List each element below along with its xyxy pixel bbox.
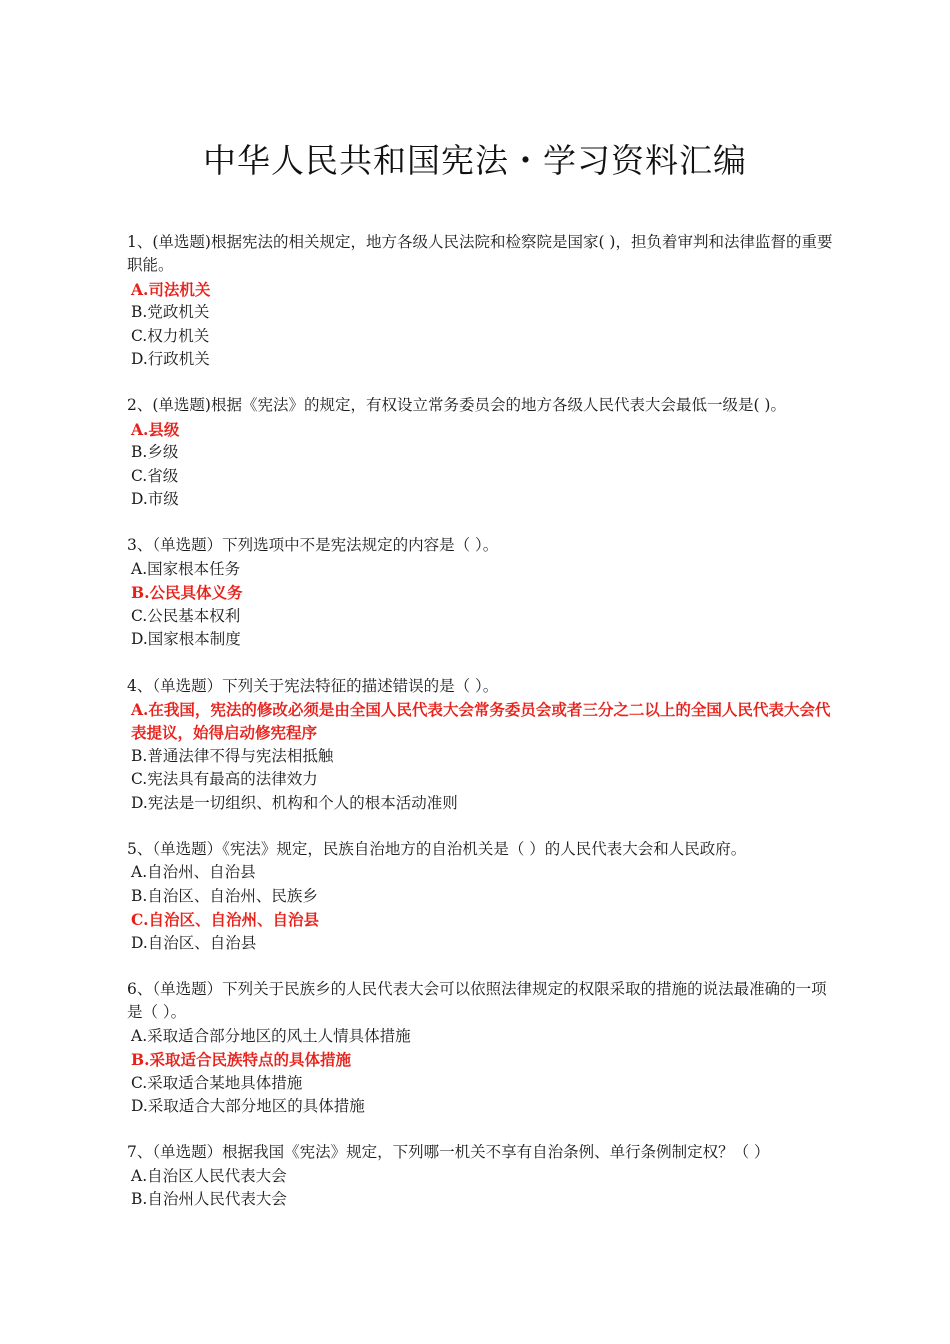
question-stem: 2、(单选题)根据《宪法》的规定，有权设立常务委员会的地方各级人民代表大会最低一级是( )。	[127, 396, 786, 415]
question-stem: 4、（单选题）下列关于宪法特征的描述错误的是（ ）。	[127, 676, 499, 695]
option-a-correct: A.在我国，宪法的修改必须是由全国人民代表大会常务委员会或者三分之二以上的全国人民代表大会代表提议，始得启动修宪程序	[131, 699, 831, 743]
option-b-correct: B.采取适合民族特点的具体措施	[131, 1050, 351, 1070]
question-stem: 1、(单选题)根据宪法的相关规定，地方各级人民法院和检察院是国家( )，担负着审判和法律监督的重要职能。	[127, 233, 833, 275]
option-c-correct: C.自治区、自治州、自治县	[131, 910, 319, 930]
option-d: D.自治区、自治县	[131, 933, 257, 952]
option-a-correct: A.司法机关	[131, 279, 211, 299]
question-list	[127, 231, 839, 1235]
option-c: C.公民基本权利	[131, 606, 241, 625]
option-b: B.乡级	[131, 443, 179, 462]
option-b: B.普通法律不得与宪法相抵触	[131, 746, 334, 765]
option-a: A.自治州、自治县	[131, 863, 256, 882]
option-b-correct: B.公民具体义务	[131, 583, 243, 603]
option-a: A.国家根本任务	[131, 559, 241, 578]
option-d: D.行政机关	[131, 350, 210, 369]
document-title: 中华人民共和国宪法・学习资料汇编	[203, 141, 747, 180]
option-b: B.党政机关	[131, 303, 210, 322]
question-5	[127, 838, 839, 955]
option-c: C.宪法具有最高的法律效力	[131, 770, 318, 789]
option-d: D.采取适合大部分地区的具体措施	[131, 1097, 365, 1115]
question-stem: 3、（单选题）下列选项中不是宪法规定的内容是（ ）。	[127, 536, 499, 555]
option-c: C.省级	[131, 466, 179, 485]
option-b: B.自治州人民代表大会	[131, 1190, 287, 1209]
option-a: A.自治区人民代表大会	[131, 1166, 287, 1185]
question-stem: 7、（单选题）根据我国《宪法》规定，下列哪一机关不享有自治条例、单行条例制定权？（ ）	[127, 1143, 770, 1162]
question-3	[127, 534, 839, 651]
question-stem: 6、（单选题）下列关于民族乡的人民代表大会可以依照法律规定的权限采取的措施的说法最准确的一项是（ ）。	[127, 979, 827, 1022]
question-4	[127, 675, 839, 815]
option-d: D.宪法是一切组织、机构和个人的根本活动准则	[131, 793, 458, 812]
question-2	[127, 394, 839, 511]
option-a-correct: A.县级	[131, 419, 180, 439]
question-7	[127, 1141, 839, 1211]
option-a: A.采取适合部分地区的风土人情具体措施	[131, 1026, 411, 1045]
option-b: B.自治区、自治州、民族乡	[131, 886, 318, 905]
option-c: C.权力机关	[131, 326, 210, 345]
option-d: D.国家根本制度	[131, 630, 241, 649]
question-stem: 5、（单选题）《宪法》规定，民族自治地方的自治机关是（ ）的人民代表大会和人民政府。	[127, 839, 747, 858]
option-d: D.市级	[131, 490, 179, 509]
question-1	[127, 231, 839, 371]
option-c: C.采取适合某地具体措施	[131, 1073, 303, 1092]
question-6	[127, 978, 839, 1118]
